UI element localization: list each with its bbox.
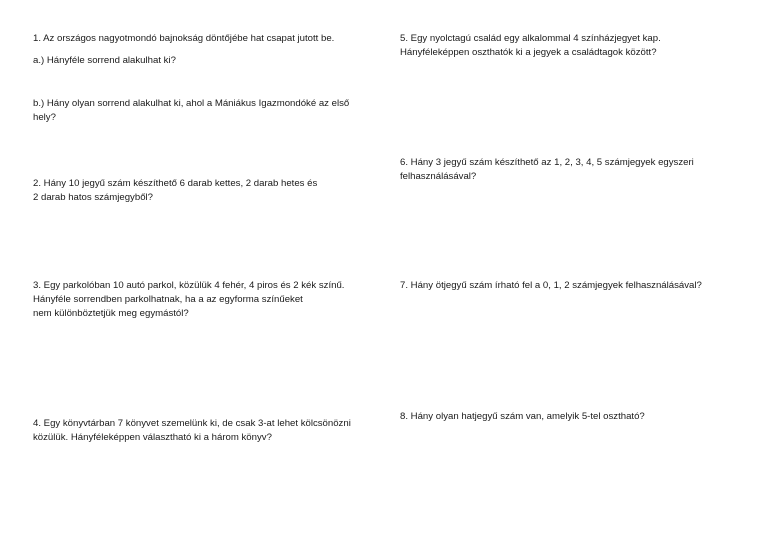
question-8: 8. Hány olyan hatjegyű szám van, amelyik 5-tel osztható? [400,411,645,422]
question-5-line2: Hányféleképpen oszthatók ki a jegyek a családtagok között? [400,47,657,58]
question-3-line3: nem különböztetjük meg egymástól? [33,308,189,319]
question-6-line1: 6. Hány 3 jegyű szám készíthető az 1, 2, 3, 4, 5 számjegyek egyszeri [400,157,694,168]
question-4-line2: közülük. Hányféleképpen választható ki a három könyv? [33,432,272,443]
question-2-line1: 2. Hány 10 jegyű szám készíthető 6 darab kettes, 2 darab hetes és [33,178,318,189]
question-2-line2: 2 darab hatos számjegyből? [33,192,153,203]
question-3-line2: Hányféle sorrendben parkolhatnak, ha a az egyforma színűeket [33,294,303,305]
question-1b-line1: b.) Hány olyan sorrend alakulhat ki, ahol a Mániákus Igazmondóké az első [33,98,350,109]
question-7: 7. Hány ötjegyű szám írható fel a 0, 1, 2 számjegyek felhasználásával? [400,280,702,291]
question-5-line1: 5. Egy nyolctagú család egy alkalommal 4 színházjegyet kap. [400,33,661,44]
question-1b-line2: hely? [33,112,56,123]
question-1: 1. Az országos nagyotmondó bajnokság döntőjébe hat csapat jutott be. [33,33,335,44]
question-3-line1: 3. Egy parkolóban 10 autó parkol, közülük 4 fehér, 4 piros és 2 kék színű. [33,280,345,291]
question-1a: a.) Hányféle sorrend alakulhat ki? [33,55,176,66]
question-4-line1: 4. Egy könyvtárban 7 könyvet szemelünk ki, de csak 3-at lehet kölcsönözni [33,418,351,429]
question-6-line2: felhasználásával? [400,171,477,182]
